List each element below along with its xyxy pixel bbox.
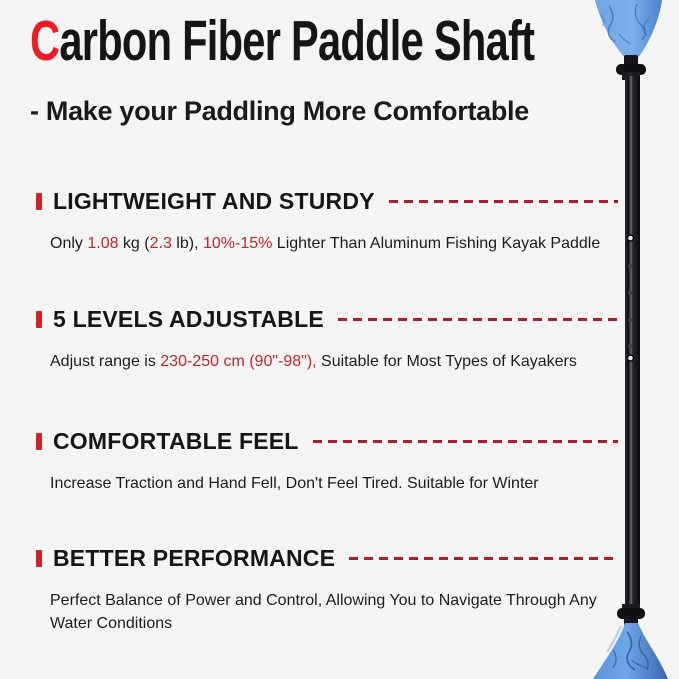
feature-body: Perfect Balance of Power and Control, Allowing You to Navigate Through Any Water Conditions	[50, 592, 597, 633]
feature-body: Increase Traction and Hand Fell, Don't Feel Tired. Suitable for Winter	[50, 475, 539, 492]
feature-heading: 5 LEVELS ADJUSTABLE	[53, 306, 324, 332]
dashed-line	[349, 557, 618, 560]
feature-lightweight	[36, 188, 618, 255]
feature-adjustable	[36, 306, 618, 373]
feature-comfort	[36, 428, 618, 495]
feature-body: Only 1.08 kg (2.3 lb), 10%-15% Lighter Than Aluminum Fishing Kayak Paddle	[50, 235, 601, 252]
feature-body: Adjust range is 230-250 cm (90"-98"), Suitable for Most Types of Kayakers	[50, 353, 577, 370]
feature-heading-row	[36, 428, 618, 455]
feature-heading-row	[36, 545, 618, 572]
subtitle: - Make your Paddling More Comfortable	[30, 96, 529, 126]
title-rest: arbon Fiber Paddle Shaft	[59, 9, 535, 73]
red-bar-marker	[36, 193, 42, 210]
title-accent-letter: C	[30, 9, 60, 73]
red-bar-marker	[36, 311, 42, 328]
feature-heading: COMFORTABLE FEEL	[53, 428, 299, 454]
red-bar-marker	[36, 550, 42, 567]
feature-performance	[36, 545, 618, 635]
dashed-line	[338, 318, 618, 321]
feature-heading: LIGHTWEIGHT AND STURDY	[53, 188, 375, 214]
paddle-shaft	[625, 76, 640, 614]
paddle-blade-top	[595, 0, 662, 60]
feature-heading-row	[36, 188, 618, 215]
red-bar-marker	[36, 433, 42, 450]
feature-heading: BETTER PERFORMANCE	[53, 545, 336, 571]
paddle-blade-bottom	[593, 623, 668, 679]
dashed-line	[313, 440, 618, 443]
paddle-ferrule-bottom	[617, 604, 645, 626]
feature-heading-row	[36, 306, 618, 333]
paddle-image	[579, 0, 679, 679]
